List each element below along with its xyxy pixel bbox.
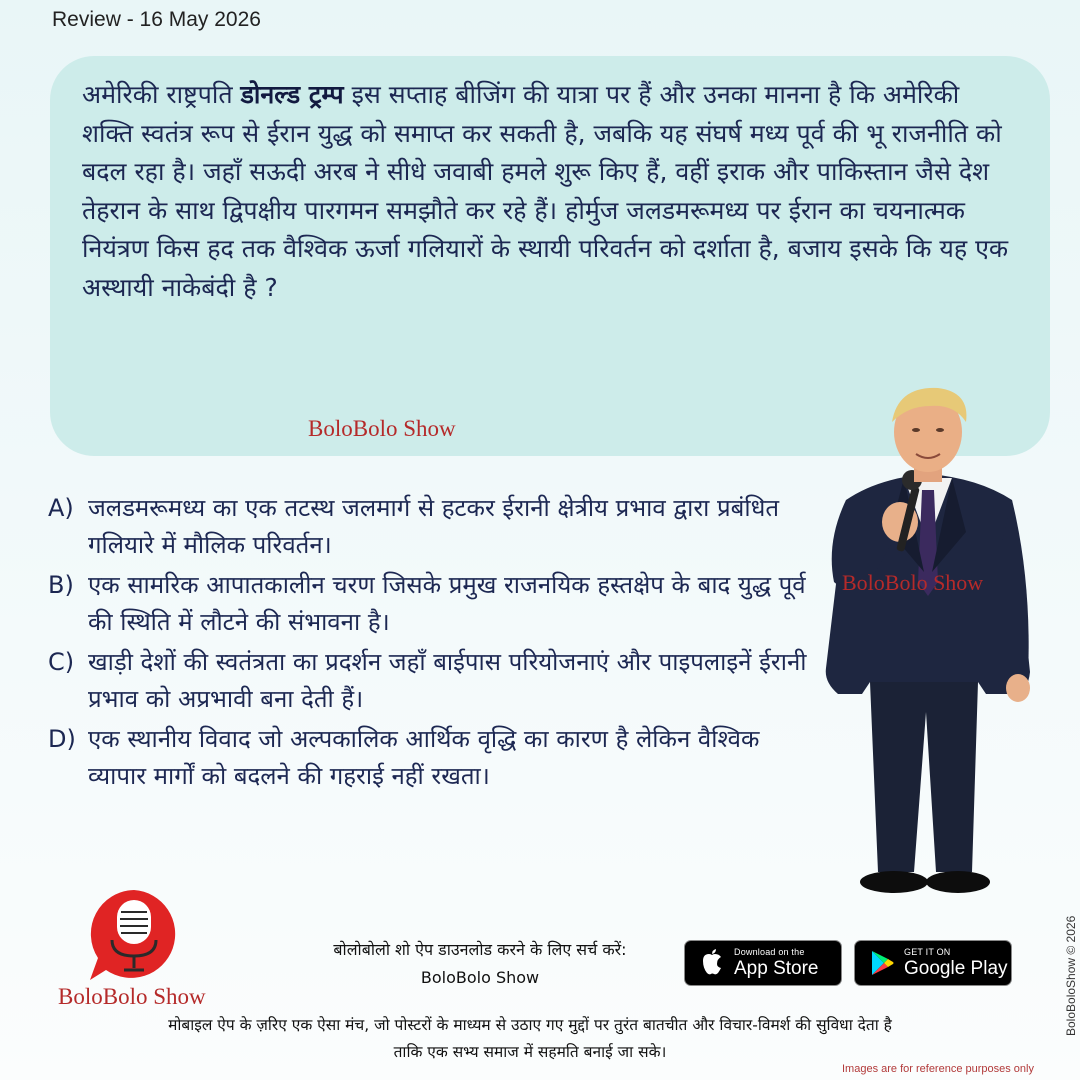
option-text: जलडमरूमध्य का एक तटस्थ जलमार्ग से हटकर ईरानी क्षेत्रीय प्रभाव द्वारा प्रबंधित गलियारे में मौलिक परिवर्तन। — [88, 494, 780, 559]
option-b[interactable] — [48, 567, 818, 641]
footer-description — [20, 1012, 1040, 1066]
app-store-small-label: Download on the — [734, 947, 805, 957]
option-c[interactable] — [48, 644, 818, 718]
answer-options — [48, 490, 818, 798]
footer-line-1: मोबाइल ऐप के ज़रिए एक ऐसा मंच, जो पोस्टरों के माध्यम से उठाए गए मुद्दों पर तुरंत बातचीत और विचार-विमर्श की सुविधा देता है — [168, 1016, 892, 1034]
download-prompt — [280, 936, 680, 992]
download-app-name: BoloBolo Show — [420, 968, 540, 987]
google-play-icon — [867, 948, 897, 978]
option-letter: D) — [48, 725, 76, 753]
footer-line-2: ताकि एक सभ्य समाज में सहमति बनाई जा सके। — [393, 1043, 667, 1061]
question-text-part1: अमेरिकी राष्ट्रपति — [82, 80, 241, 109]
option-d[interactable] — [48, 721, 818, 795]
apple-icon — [697, 948, 727, 978]
option-letter: A) — [48, 494, 74, 522]
brand-watermark: BoloBolo Show — [308, 416, 456, 441]
question-text-part2: इस सप्ताह बीजिंग की यात्रा पर हैं और उनका मानना है कि अमेरिकी शक्ति स्वतंत्र रूप से ईरान युद्ध को समाप्त कर सकती है, जबकि यह संघर्ष मध्य पूर्व की भू राजनीति को बदल रहा है। जहाँ सऊदी अरब ने सीधे जवाबी हमले शुरू किए हैं, वहीं इराक और पाकिस्तान जैसे देश तेहरान के साथ द्विपक्षीय पारगमन समझौते कर रहे हैं। होर्मुज जलडमरूमध्य पर ईरान का चयनात्मक नियंत्रण किस हद तक वैश्विक ऊर्जा गलियारों के स्थायी परिवर्तन को दर्शाता है, बजाय इसके कि यह एक अस्थायी नाकेबंदी है ? — [82, 80, 1009, 302]
question-text-highlight: डोनल्ड ट्रम्प — [240, 80, 344, 109]
option-letter: C) — [48, 648, 75, 676]
speaker-image — [818, 382, 1038, 910]
logo-text: BoloBolo Show — [58, 984, 206, 1009]
option-a[interactable] — [48, 490, 818, 564]
option-text: एक सामरिक आपातकालीन चरण जिसके प्रमुख राजनयिक हस्तक्षेप के बाद युद्ध पूर्व की स्थिति में लौटने की संभावना है। — [88, 571, 806, 636]
google-play-small-label: GET IT ON — [904, 947, 951, 957]
review-date: Review - 16 May 2026 — [52, 8, 261, 31]
image-watermark: BoloBolo Show — [842, 570, 984, 595]
app-store-label: App Store — [734, 958, 819, 979]
question-text — [82, 76, 1010, 307]
microphone-chat-logo-icon — [84, 886, 184, 984]
download-prompt-text: बोलोबोलो शो ऐप डाउनलोड करने के लिए सर्च करें: — [333, 940, 627, 959]
disclaimer: Images are for reference purposes only — [842, 1063, 1034, 1075]
copyright: BoloBoloShow © 2026 — [1064, 915, 1078, 1036]
option-text: खाड़ी देशों की स्वतंत्रता का प्रदर्शन जहाँ बाईपास परियोजनाएं और पाइपलाइनें ईरानी प्रभाव को अप्रभावी बना देती हैं। — [88, 648, 807, 713]
google-play-label: Google Play — [904, 958, 1008, 979]
option-text: एक स्थानीय विवाद जो अल्पकालिक आर्थिक वृद्धि का कारण है लेकिन वैश्विक व्यापार मार्गों को बदलने की गहराई नहीं रखता। — [88, 725, 760, 790]
app-store-button[interactable] — [684, 940, 842, 986]
option-letter: B) — [48, 571, 74, 599]
google-play-button[interactable] — [854, 940, 1012, 986]
